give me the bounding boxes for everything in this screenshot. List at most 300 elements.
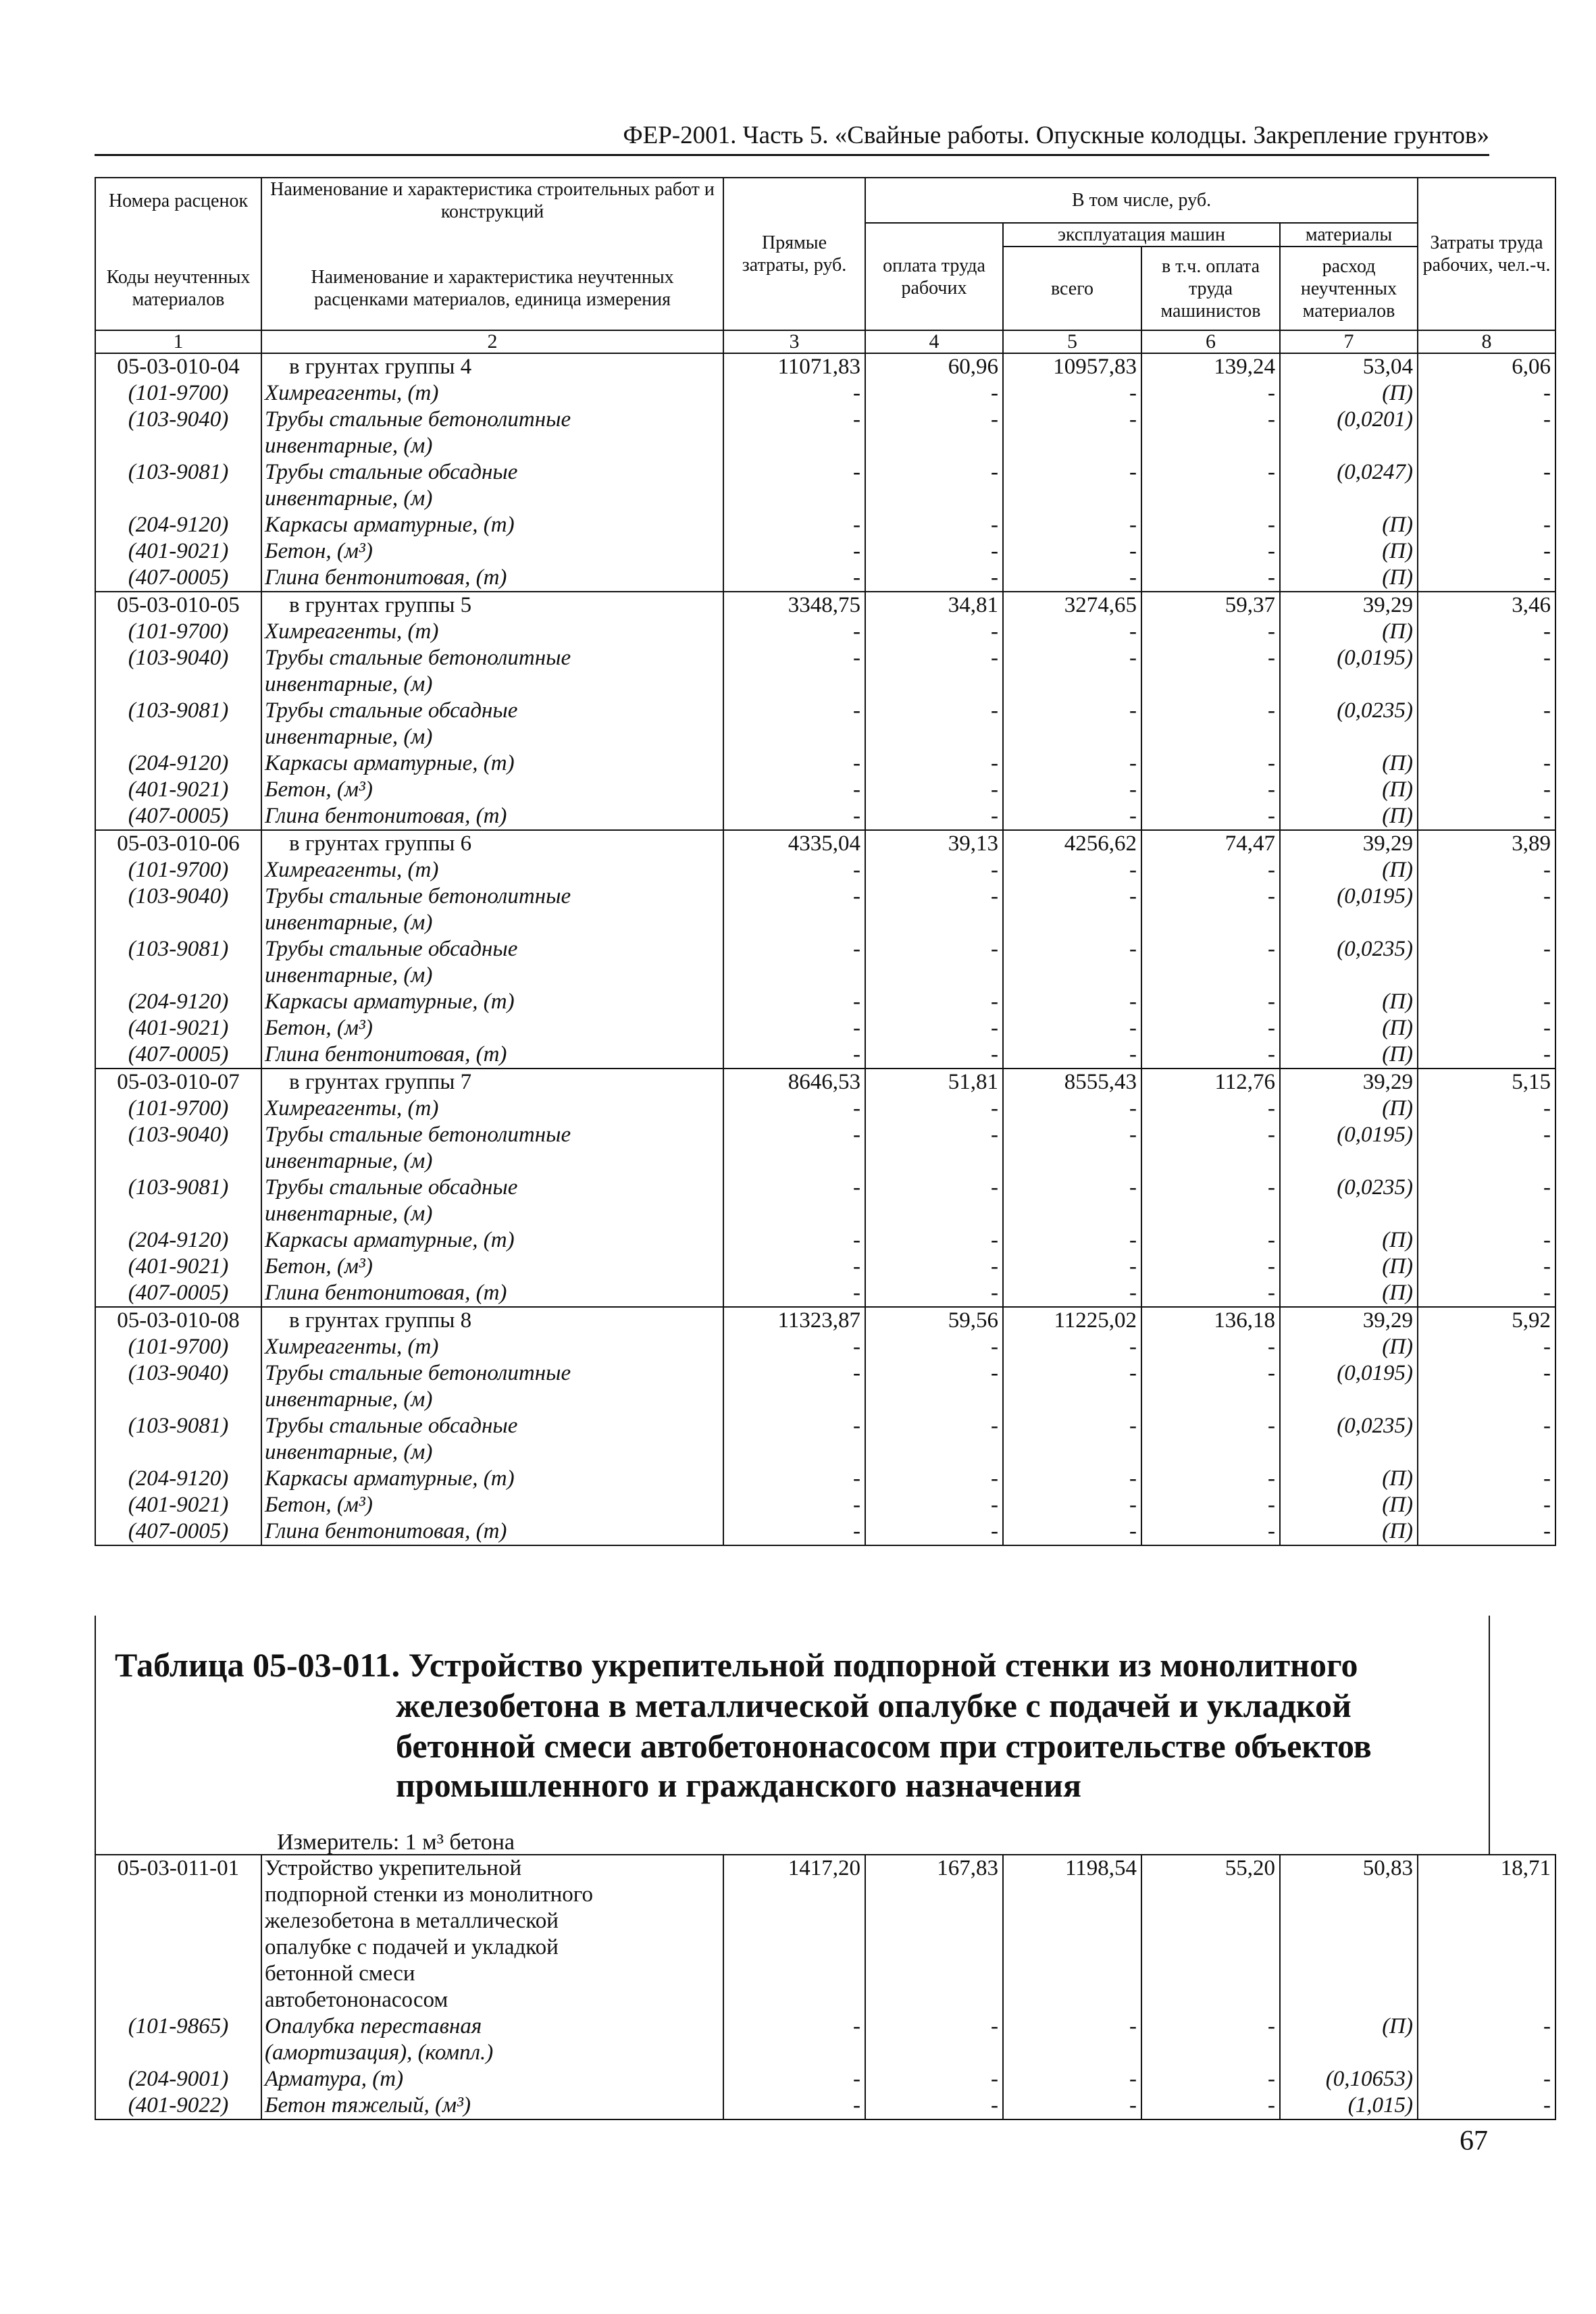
rates-table (95, 177, 1556, 1546)
material-code: (401-9021) (95, 538, 261, 565)
machinist-dash: - (1141, 1492, 1280, 1518)
column-numbers-row: 1 2 3 4 5 6 7 8 (95, 330, 1555, 353)
material-name: Трубы стальные обсадные (261, 936, 723, 962)
direct-dash: - (723, 803, 865, 830)
material-code: (204-9120) (95, 1466, 261, 1492)
material-name: Глина бентонитовая, (т) (261, 1518, 723, 1545)
material-consumption: (1,015) (1280, 2092, 1418, 2119)
empty-cell (1003, 671, 1141, 698)
labor-pay: 34,81 (865, 592, 1003, 619)
rate-name-continuation: подпорной стенки из монолитного (261, 1882, 723, 1908)
mach-dash: - (1003, 803, 1141, 830)
empty-cell (865, 1987, 1003, 2013)
materials-cost: 39,29 (1280, 830, 1418, 857)
empty-cell (1280, 724, 1418, 750)
material-row (95, 2092, 1555, 2119)
direct-dash: - (723, 1042, 865, 1069)
rate-name: в грунтах группы 7 (261, 1069, 723, 1096)
hours-dash: - (1418, 538, 1555, 565)
material-row (95, 750, 1555, 777)
labor-dash: - (865, 750, 1003, 777)
material-row (95, 2066, 1555, 2092)
empty-cell (1003, 2040, 1141, 2066)
empty-cell (1418, 1961, 1555, 1987)
col-labor-hours: Затраты труда рабочих, чел.-ч. (1418, 178, 1555, 330)
rate-row (95, 830, 1555, 857)
material-consumption: (П) (1280, 1280, 1418, 1307)
hours-dash: - (1418, 565, 1555, 592)
empty-cell (95, 1148, 261, 1175)
direct-dash: - (723, 777, 865, 803)
material-row (95, 1122, 1555, 1148)
material-code: (204-9120) (95, 750, 261, 777)
direct-dash: - (723, 857, 865, 883)
machinist-dash: - (1141, 857, 1280, 883)
machinist-dash: - (1141, 936, 1280, 962)
material-name: Бетон, (м³) (261, 1492, 723, 1518)
labor-pay: 59,56 (865, 1307, 1003, 1334)
material-row (95, 1334, 1555, 1360)
labor-dash: - (865, 1466, 1003, 1492)
labor-dash: - (865, 1015, 1003, 1042)
empty-cell (1003, 1148, 1141, 1175)
labor-dash: - (865, 777, 1003, 803)
rate-name-continuation: опалубке с подачей и укладкой (261, 1934, 723, 1961)
machinist-dash: - (1141, 1466, 1280, 1492)
hours-dash: - (1418, 2066, 1555, 2092)
machinist-dash: - (1141, 1096, 1280, 1122)
material-row (95, 512, 1555, 538)
machinist-dash: - (1141, 1254, 1280, 1280)
empty-cell (95, 486, 261, 512)
material-row (95, 1280, 1555, 1307)
material-code: (401-9021) (95, 1254, 261, 1280)
empty-cell (1141, 433, 1280, 459)
rate-code: 05-03-011-01 (95, 1855, 261, 1882)
empty-cell (865, 1201, 1003, 1227)
machinist-dash: - (1141, 619, 1280, 645)
table-011-title-line3: бетонной смеси автобетононасосом при строительстве объектов (396, 1727, 1372, 1765)
direct-dash: - (723, 936, 865, 962)
mach-dash: - (1003, 1096, 1141, 1122)
col-labor-pay: оплата труда рабочих (865, 223, 1003, 330)
material-consumption: (П) (1280, 1466, 1418, 1492)
hours-dash: - (1418, 459, 1555, 486)
material-consumption: (0,0195) (1280, 883, 1418, 910)
empty-cell (1280, 2040, 1418, 2066)
direct-dash: - (723, 989, 865, 1015)
material-code: (103-9040) (95, 1122, 261, 1148)
labor-dash: - (865, 2092, 1003, 2119)
direct-cost: 1417,20 (723, 1855, 865, 1882)
mach-dash: - (1003, 750, 1141, 777)
labor-dash: - (865, 512, 1003, 538)
machines-total: 11225,02 (1003, 1307, 1141, 1334)
empty-cell (1280, 433, 1418, 459)
table-011-unit: Измеритель: 1 м³ бетона (277, 1830, 515, 1855)
hours-dash: - (1418, 1413, 1555, 1439)
hours-dash: - (1418, 1492, 1555, 1518)
material-name: Химреагенты, (т) (261, 1334, 723, 1360)
empty-cell (865, 1961, 1003, 1987)
machinist-dash: - (1141, 407, 1280, 433)
machinist-dash: - (1141, 1175, 1280, 1201)
material-consumption: (0,0201) (1280, 407, 1418, 433)
labor-dash: - (865, 857, 1003, 883)
material-code: (407-0005) (95, 803, 261, 830)
direct-dash: - (723, 512, 865, 538)
direct-cost: 11323,87 (723, 1307, 865, 1334)
machinist-dash: - (1141, 538, 1280, 565)
labor-dash: - (865, 1042, 1003, 1069)
hours-dash: - (1418, 512, 1555, 538)
material-name: Арматура, (т) (261, 2066, 723, 2092)
machinist-dash: - (1141, 1227, 1280, 1254)
machines-total: 10957,83 (1003, 353, 1141, 380)
empty-cell (1141, 1387, 1280, 1413)
col-materials: материалы (1280, 223, 1418, 247)
labor-dash: - (865, 1280, 1003, 1307)
mach-dash: - (1003, 459, 1141, 486)
rate-row (95, 1307, 1555, 1334)
machinist-dash: - (1141, 2092, 1280, 2119)
machinist-dash: - (1141, 1280, 1280, 1307)
running-header (95, 113, 1489, 156)
empty-cell (865, 671, 1003, 698)
machinist-dash: - (1141, 1360, 1280, 1387)
hours-dash: - (1418, 989, 1555, 1015)
material-code: (101-9865) (95, 2013, 261, 2040)
rate-name: Устройство укрепительной (261, 1855, 723, 1882)
material-row (95, 698, 1555, 724)
empty-cell (1141, 1987, 1280, 2013)
empty-cell (1003, 486, 1141, 512)
direct-dash: - (723, 380, 865, 407)
material-consumption: (0,0235) (1280, 1175, 1418, 1201)
machinist-dash: - (1141, 380, 1280, 407)
mach-dash: - (1003, 1280, 1141, 1307)
rate-name-continuation: бетонной смеси (261, 1961, 723, 1987)
mach-dash: - (1003, 565, 1141, 592)
material-row (95, 459, 1555, 486)
mach-dash: - (1003, 1122, 1141, 1148)
material-name-continuation: инвентарные, (м) (261, 671, 723, 698)
table-header (95, 178, 1555, 353)
hours-dash: - (1418, 1015, 1555, 1042)
empty-cell (723, 671, 865, 698)
empty-cell (95, 1961, 261, 1987)
rate-name-continuation: автобетононасосом (261, 1987, 723, 2013)
material-consumption: (П) (1280, 2013, 1418, 2040)
material-code: (103-9040) (95, 883, 261, 910)
material-consumption: (0,0195) (1280, 1360, 1418, 1387)
labor-dash: - (865, 2013, 1003, 2040)
empty-cell (1003, 1882, 1141, 1908)
hours-dash: - (1418, 698, 1555, 724)
empty-cell (1141, 1882, 1280, 1908)
material-row (95, 857, 1555, 883)
hours-dash: - (1418, 645, 1555, 671)
machinist-dash: - (1141, 459, 1280, 486)
hours-dash: - (1418, 857, 1555, 883)
labor-dash: - (865, 459, 1003, 486)
mach-dash: - (1003, 1492, 1141, 1518)
rate-code: 05-03-010-08 (95, 1307, 261, 1334)
material-consumption: (П) (1280, 1015, 1418, 1042)
empty-cell (865, 486, 1003, 512)
material-row-continuation (95, 724, 1555, 750)
material-consumption: (П) (1280, 803, 1418, 830)
material-name: Трубы стальные бетонолитные (261, 1360, 723, 1387)
direct-dash: - (723, 2013, 865, 2040)
material-consumption: (П) (1280, 1227, 1418, 1254)
empty-cell (1418, 1387, 1555, 1413)
material-name: Химреагенты, (т) (261, 619, 723, 645)
hours-dash: - (1418, 1096, 1555, 1122)
empty-cell (1003, 1201, 1141, 1227)
material-name: Бетон, (м³) (261, 1254, 723, 1280)
empty-cell (1418, 910, 1555, 936)
mach-dash: - (1003, 989, 1141, 1015)
material-code: (101-9700) (95, 1334, 261, 1360)
machinist-dash: - (1141, 512, 1280, 538)
material-row-continuation (95, 1439, 1555, 1466)
material-name-continuation: инвентарные, (м) (261, 1148, 723, 1175)
machinist-pay: 74,47 (1141, 830, 1280, 857)
material-name: Трубы стальные обсадные (261, 1175, 723, 1201)
mach-dash: - (1003, 1360, 1141, 1387)
direct-dash: - (723, 1280, 865, 1307)
material-code: (103-9081) (95, 698, 261, 724)
labor-dash: - (865, 538, 1003, 565)
empty-cell (1141, 724, 1280, 750)
material-name: Каркасы арматурные, (т) (261, 1227, 723, 1254)
material-consumption: (П) (1280, 1096, 1418, 1122)
labor-dash: - (865, 1227, 1003, 1254)
direct-dash: - (723, 1015, 865, 1042)
direct-dash: - (723, 1227, 865, 1254)
table-011-body (95, 1855, 1555, 2119)
mach-dash: - (1003, 1334, 1141, 1360)
labor-hours: 5,15 (1418, 1069, 1555, 1096)
rate-row (95, 1069, 1555, 1096)
labor-dash: - (865, 1334, 1003, 1360)
mach-dash: - (1003, 936, 1141, 962)
empty-cell (723, 2040, 865, 2066)
hours-dash: - (1418, 1042, 1555, 1069)
direct-dash: - (723, 1360, 865, 1387)
empty-cell (723, 1201, 865, 1227)
material-consumption: (0,0247) (1280, 459, 1418, 486)
empty-cell (723, 1961, 865, 1987)
table-011-title: Таблица 05-03-011. Устройство укрепительной подпорной стенки из монолитного (115, 1646, 1358, 1684)
empty-cell (723, 910, 865, 936)
material-row (95, 1015, 1555, 1042)
labor-dash: - (865, 1096, 1003, 1122)
material-row-continuation (95, 1148, 1555, 1175)
rates-table-body (95, 353, 1555, 1545)
empty-cell (865, 724, 1003, 750)
empty-cell (1003, 724, 1141, 750)
material-name: Трубы стальные бетонолитные (261, 1122, 723, 1148)
empty-cell (1003, 1387, 1141, 1413)
material-row (95, 619, 1555, 645)
machinist-pay: 112,76 (1141, 1069, 1280, 1096)
materials-cost: 39,29 (1280, 1307, 1418, 1334)
empty-cell (95, 1439, 261, 1466)
machinist-dash: - (1141, 883, 1280, 910)
hours-dash: - (1418, 1175, 1555, 1201)
material-consumption: (П) (1280, 512, 1418, 538)
labor-dash: - (865, 645, 1003, 671)
labor-pay: 39,13 (865, 830, 1003, 857)
direct-dash: - (723, 883, 865, 910)
mach-dash: - (1003, 2092, 1141, 2119)
empty-cell (723, 1934, 865, 1961)
mach-dash: - (1003, 777, 1141, 803)
material-name: Химреагенты, (т) (261, 857, 723, 883)
materials-cost: 39,29 (1280, 592, 1418, 619)
material-row-continuation (95, 2040, 1555, 2066)
hours-dash: - (1418, 1280, 1555, 1307)
material-consumption: (П) (1280, 380, 1418, 407)
material-code: (103-9081) (95, 936, 261, 962)
empty-cell (1418, 1934, 1555, 1961)
direct-dash: - (723, 538, 865, 565)
material-row (95, 883, 1555, 910)
empty-cell (865, 962, 1003, 989)
direct-cost: 4335,04 (723, 830, 865, 857)
labor-dash: - (865, 989, 1003, 1015)
material-row (95, 1254, 1555, 1280)
material-name: Бетон, (м³) (261, 538, 723, 565)
empty-cell (865, 1908, 1003, 1934)
direct-dash: - (723, 459, 865, 486)
hours-dash: - (1418, 1334, 1555, 1360)
labor-pay: 60,96 (865, 353, 1003, 380)
material-name: Химреагенты, (т) (261, 380, 723, 407)
labor-dash: - (865, 1122, 1003, 1148)
rate-code: 05-03-010-04 (95, 353, 261, 380)
direct-dash: - (723, 1254, 865, 1280)
empty-cell (1418, 724, 1555, 750)
empty-cell (723, 1987, 865, 2013)
machines-total: 1198,54 (1003, 1855, 1141, 1882)
empty-cell (723, 1387, 865, 1413)
empty-cell (1141, 671, 1280, 698)
col-machines-total: всего (1003, 247, 1141, 330)
material-consumption: (0,0235) (1280, 1413, 1418, 1439)
empty-cell (95, 1987, 261, 2013)
empty-cell (1280, 1882, 1418, 1908)
rate-row (95, 592, 1555, 619)
mach-dash: - (1003, 1227, 1141, 1254)
col-direct: Прямые затраты, руб. (723, 178, 865, 330)
empty-cell (1418, 1908, 1555, 1934)
material-row-continuation (95, 433, 1555, 459)
empty-cell (1280, 1439, 1418, 1466)
empty-cell (865, 433, 1003, 459)
rate-name: в грунтах группы 5 (261, 592, 723, 619)
direct-cost: 8646,53 (723, 1069, 865, 1096)
machinist-dash: - (1141, 1518, 1280, 1545)
hours-dash: - (1418, 1254, 1555, 1280)
empty-cell (865, 1387, 1003, 1413)
labor-pay: 51,81 (865, 1069, 1003, 1096)
labor-dash: - (865, 380, 1003, 407)
empty-cell (1280, 1387, 1418, 1413)
empty-cell (1141, 1908, 1280, 1934)
material-row (95, 1413, 1555, 1439)
material-name: Трубы стальные обсадные (261, 1413, 723, 1439)
mach-dash: - (1003, 1015, 1141, 1042)
material-row-continuation (95, 910, 1555, 936)
page-number: 67 (1460, 2126, 1488, 2157)
materials-cost: 39,29 (1280, 1069, 1418, 1096)
mach-dash: - (1003, 1466, 1141, 1492)
empty-cell (723, 962, 865, 989)
table-011-title-line4: промышленного и гражданского назначения (396, 1766, 1082, 1804)
material-code: (407-0005) (95, 1042, 261, 1069)
table-011-heading (95, 1616, 1490, 1854)
col-code-top: Номера расценок (95, 178, 261, 223)
material-code: (407-0005) (95, 565, 261, 592)
labor-hours: 3,46 (1418, 592, 1555, 619)
hours-dash: - (1418, 777, 1555, 803)
machinist-dash: - (1141, 1015, 1280, 1042)
mach-dash: - (1003, 1175, 1141, 1201)
machinist-dash: - (1141, 2013, 1280, 2040)
hours-dash: - (1418, 803, 1555, 830)
empty-cell (865, 1882, 1003, 1908)
mach-dash: - (1003, 619, 1141, 645)
material-row (95, 2013, 1555, 2040)
material-consumption: (0,0195) (1280, 1122, 1418, 1148)
material-name: Бетон, (м³) (261, 777, 723, 803)
material-code: (103-9081) (95, 1413, 261, 1439)
empty-cell (95, 671, 261, 698)
empty-cell (1003, 1439, 1141, 1466)
mach-dash: - (1003, 1518, 1141, 1545)
table-011-title-line2: железобетона в металлической опалубке с подачей и укладкой (396, 1687, 1352, 1724)
mach-dash: - (1003, 407, 1141, 433)
labor-hours: 18,71 (1418, 1855, 1555, 1882)
labor-dash: - (865, 803, 1003, 830)
material-consumption: (П) (1280, 1492, 1418, 1518)
col-code-bottom: Коды неучтенных материалов (95, 247, 261, 330)
empty-cell (723, 724, 865, 750)
empty-cell (723, 1148, 865, 1175)
empty-cell (1280, 1987, 1418, 2013)
empty-cell (1418, 1987, 1555, 2013)
direct-dash: - (723, 1096, 865, 1122)
material-name: Трубы стальные обсадные (261, 459, 723, 486)
material-code: (103-9040) (95, 1360, 261, 1387)
empty-cell (1141, 1201, 1280, 1227)
empty-cell (1418, 433, 1555, 459)
labor-dash: - (865, 1518, 1003, 1545)
material-code: (103-9040) (95, 407, 261, 433)
rate-row (95, 353, 1555, 380)
machinist-dash: - (1141, 565, 1280, 592)
labor-pay: 167,83 (865, 1855, 1003, 1882)
direct-dash: - (723, 750, 865, 777)
machinist-dash: - (1141, 750, 1280, 777)
material-row (95, 407, 1555, 433)
material-code: (103-9040) (95, 645, 261, 671)
machinist-dash: - (1141, 777, 1280, 803)
direct-dash: - (723, 2066, 865, 2092)
